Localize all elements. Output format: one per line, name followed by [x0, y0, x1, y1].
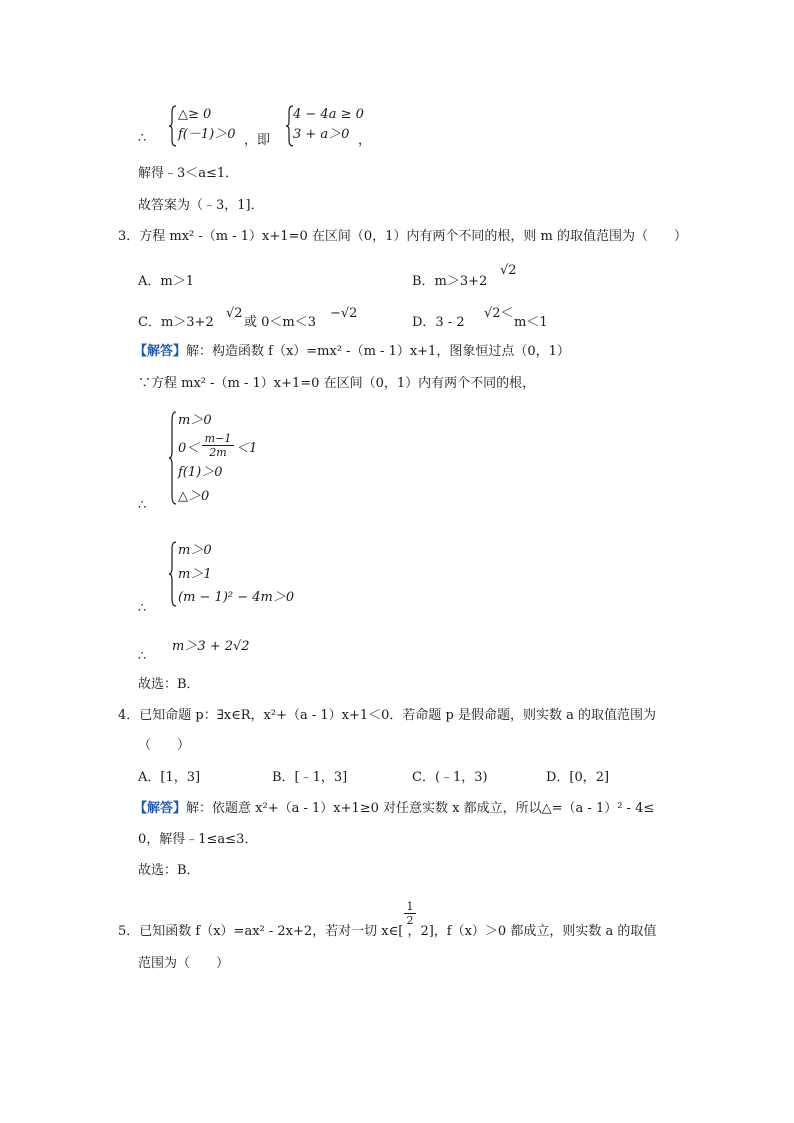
q3-option-d: D．3 - 2 [412, 315, 465, 330]
left-brace-4 [168, 540, 178, 608]
q3-option-c-root2: −√2 [330, 306, 358, 321]
condition-d: 3 + a＞0 [293, 127, 350, 142]
comma: ， [358, 133, 372, 148]
q4-option-d: D．[0，2] [546, 770, 610, 785]
question-4-stem-2: （ ） [138, 738, 191, 753]
sys1-line-4: △＞0 [178, 489, 210, 504]
question-5-stem-2: 范围为（ ） [138, 956, 230, 971]
sys1-line-2-start: 0＜ [178, 441, 200, 456]
q3-option-b-root: √2 [500, 263, 517, 278]
solution-tag: 【解答】 [134, 344, 187, 359]
sys1-line-2-end: ＜1 [236, 441, 258, 456]
condition-discriminant: △≥ 0 [178, 107, 212, 122]
sys1-line-3: f(1)＞0 [178, 465, 223, 480]
q3-option-c-mid: 或 0＜m＜3 [244, 315, 317, 330]
q3-option-b: B．m＞3+2 [412, 274, 488, 289]
q4-solution-line-1 [134, 800, 654, 818]
therefore-symbol-3: ∴ [138, 601, 147, 616]
q3-solution-line-2: ∵方程 mx² -（m - 1）x+1=0 在区间（0，1）内有两个不同的根， [138, 376, 536, 391]
q3-solution-line-1 [134, 343, 570, 361]
answer-text: 故答案为（﹣3，1]． [138, 198, 264, 213]
q3-option-d-root: √2＜ [484, 306, 514, 321]
left-brace [168, 104, 178, 148]
fraction-numerator: m−1 [204, 432, 232, 445]
result-text: 解得﹣3＜a≤1． [138, 166, 239, 181]
q3-final-result: m＞3 + 2√2 [172, 639, 250, 654]
sys1-line-1: m＞0 [178, 413, 212, 428]
question-3-stem: 3．方程 mx² -（m - 1）x+1=0 在区间（0，1）内有两个不同的根，则 m 的取值范围为（ ） [118, 229, 687, 244]
sys2-line-3: (m − 1)² − 4m＞0 [178, 590, 295, 605]
q4-solution-line-2: 0，解得﹣1≤a≤3． [138, 832, 258, 847]
q4-option-b: B．[﹣1，3] [272, 770, 348, 785]
q3-choice: 故选：B． [138, 677, 200, 692]
therefore-symbol-2: ∴ [138, 498, 147, 513]
q3-option-c-root: √2 [226, 306, 243, 321]
q3-option-d-end: m＜1 [514, 315, 548, 330]
q4-option-a: A．[1，3] [138, 770, 201, 785]
q3-option-a: A．m＞1 [138, 274, 194, 289]
connector-text: ，即 [244, 133, 271, 148]
left-brace-3 [168, 410, 178, 506]
sys1-fraction [202, 432, 234, 459]
solution-tag-2: 【解答】 [134, 801, 187, 816]
fraction-denominator: 2m [202, 445, 234, 459]
condition-c: 4 − 4a ≥ 0 [293, 107, 364, 122]
question-5-stem-1: 5．已知函数 f（x）=ax² - 2x+2，若对一切 x∈[ ，2]，f（x）＞0 都成立，则实数 a 的取值 [118, 924, 657, 939]
q4-option-c: C．(﹣1，3) [412, 770, 488, 785]
sys2-line-1: m＞0 [178, 543, 212, 558]
therefore-symbol: ∴ [138, 131, 147, 146]
therefore-symbol-4: ∴ [138, 649, 147, 664]
q3-option-c: C．m＞3+2 [138, 315, 214, 330]
q4-solution-text: 解：依题意 x²+（a - 1）x+1≥0 对任意实数 x 都成立，所以△=（a - 1）² - 4≤ [186, 801, 655, 816]
solution-text: 解：构造函数 f（x）=mx² -（m - 1）x+1，图象恒过点（0，1） [186, 344, 570, 359]
sys2-line-2: m＞1 [178, 567, 212, 582]
q4-choice: 故选：B． [138, 863, 200, 878]
question-4-stem-1: 4．已知命题 p：∃x∈R，x²+（a - 1）x+1＜0．若命题 p 是假命题，则实数 a 的取值范围为 [118, 708, 657, 723]
q5-fraction-numerator: 1 [406, 900, 414, 913]
q5-fraction-denominator: 2 [404, 913, 416, 927]
condition-f-minus-one: f(－1)＞0 [178, 127, 236, 142]
